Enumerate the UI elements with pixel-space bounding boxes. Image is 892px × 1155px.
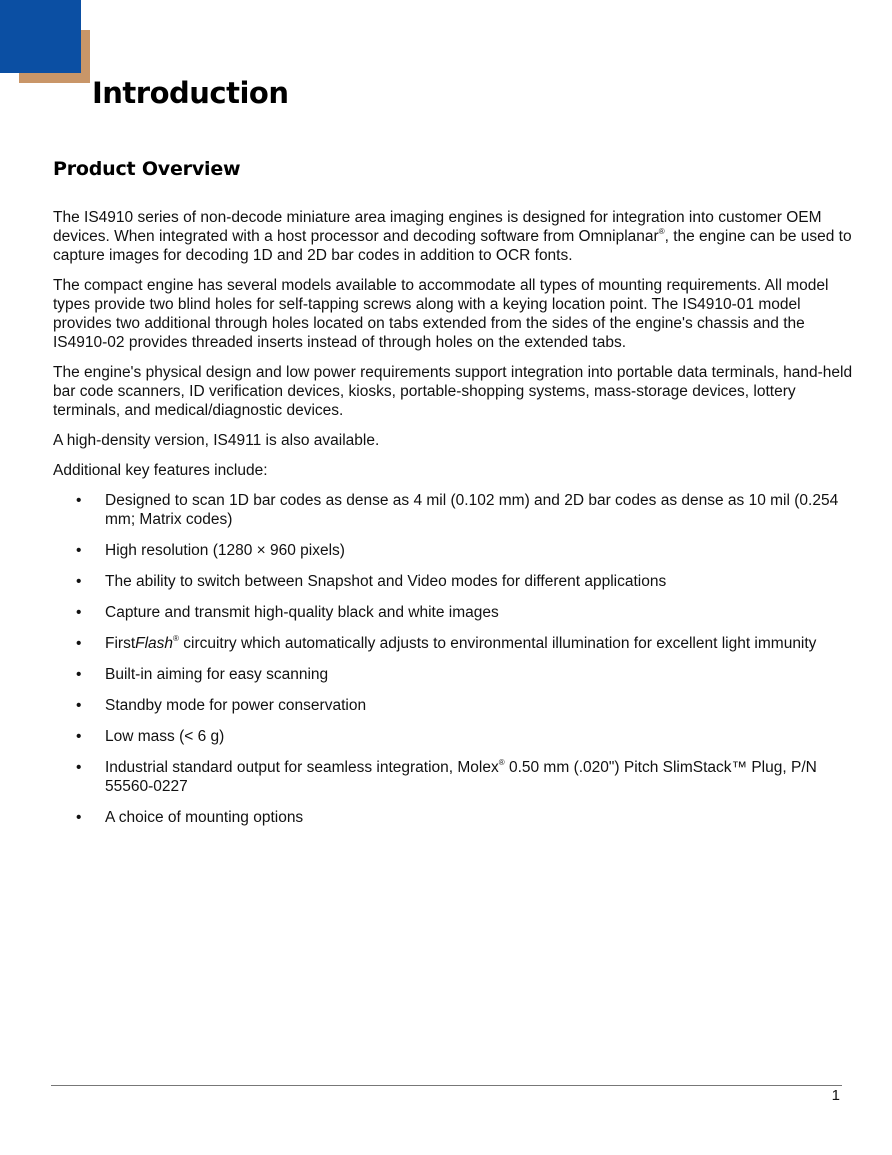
bullet: • [76,635,82,652]
footer-divider [51,1085,842,1086]
list-item: • High resolution (1280 × 960 pixels) [76,542,345,559]
list-item: • Capture and transmit high-quality black and white images [76,604,499,621]
bullet: • [76,492,82,509]
paragraph-high-density: A high-density version, IS4911 is also available. [53,432,380,449]
bullet: • [76,697,82,714]
list-item: • Built-in aiming for easy scanning [76,666,329,683]
chapter-title: Introduction [92,76,289,110]
paragraph-models: The compact engine has several models available to accommodate all types of mounting requirements. All model types provide two blind holes for self-tapping screws along with a keying location point. The IS4910-01 model provides two additional through holes located on tabs extended from the sides of the engine's chassis and the IS4910-02 provides threaded inserts instead of through holes on the extended tabs. [53,277,829,351]
bullet: • [76,666,82,683]
list-item: • The ability to switch between Snapshot and Video modes for different applications [76,573,667,590]
bullet: • [76,728,82,745]
list-item: • Low mass (< 6 g) [76,728,225,745]
paragraph-applications: The engine's physical design and low power requirements support integration into portable data terminals, hand-held bar code scanners, ID verification devices, kiosks, portable-shopping systems, mass-storage devices, lottery terminals, and medical/diagnostic devices. [53,364,853,419]
list-item: • A choice of mounting options [76,809,304,826]
page-number: 1 [831,1087,840,1104]
paragraph-features-intro: Additional key features include: [53,462,268,479]
bullet: • [76,759,82,776]
list-item: • FirstFlash® circuitry which automatically adjusts to environmental illumination for excellent light immunity [76,634,817,652]
bullet: • [76,573,82,590]
bullet: • [76,604,82,621]
bullet: • [76,809,82,826]
header-accent-blue [0,0,81,73]
list-item: • Standby mode for power conservation [76,697,367,714]
body-content [53,208,853,839]
bullet: • [76,542,82,559]
features-list [53,491,853,827]
section-title: Product Overview [53,158,241,180]
list-item: • Industrial standard output for seamless integration, Molex® 0.50 mm (.020") Pitch SlimStack™ Plug, P/N 55560-0227 [76,758,817,795]
list-item: • Designed to scan 1D bar codes as dense as 4 mil (0.102 mm) and 2D bar codes as dense as 10 mil (0.254 mm; Matrix codes) [76,492,839,528]
paragraph-intro: The IS4910 series of non-decode miniature area imaging engines is designed for integration into customer OEM devices. When integrated with a host processor and decoding software from Omniplanar®, the engine can be used to capture images for decoding 1D and 2D bar codes in addition to OCR fonts. [53,209,852,264]
